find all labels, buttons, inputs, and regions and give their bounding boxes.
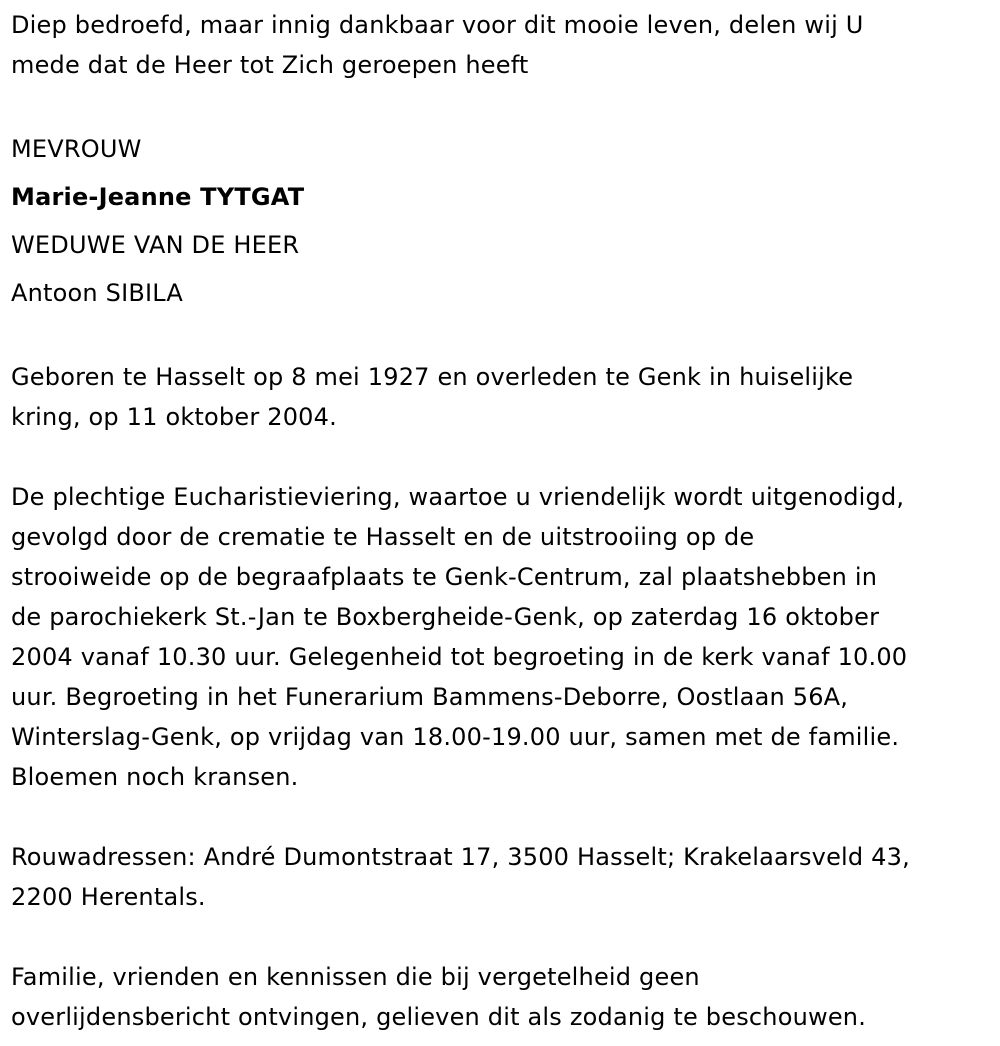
- spacer: [11, 797, 991, 837]
- ceremony-paragraph: [11, 477, 991, 797]
- closing-line-1: Familie, vrienden en kennissen die bij vergetelheid geen: [11, 963, 700, 991]
- spacer: [11, 85, 991, 125]
- ceremony-line: uur. Begroeting in het Funerarium Bammens-Deborre, Oostlaan 56A,: [11, 683, 849, 711]
- intro-line-1: Diep bedroefd, maar innig dankbaar voor dit mooie leven, delen wij U: [11, 11, 864, 39]
- closing-line-2: overlijdensbericht ontvingen, gelieven dit als zodanig te beschouwen.: [11, 1003, 867, 1031]
- intro-line-2: mede dat de Heer tot Zich geroepen heeft: [11, 51, 529, 79]
- ceremony-line: strooiweide op de begraafplaats te Genk-Centrum, zal plaatshebben in: [11, 563, 878, 591]
- addresses-line-2: 2200 Herentals.: [11, 883, 206, 911]
- birth-death-paragraph: [11, 357, 991, 437]
- ceremony-line: gevolgd door de crematie te Hasselt en de uitstrooiing op de: [11, 523, 755, 551]
- ceremony-line: Bloemen noch kransen.: [11, 763, 299, 791]
- spacer: [11, 437, 991, 477]
- spacer: [11, 917, 991, 957]
- addresses-line-1: Rouwadressen: André Dumontstraat 17, 3500 Hasselt; Krakelaarsveld 43,: [11, 843, 910, 871]
- ceremony-line: Winterslag-Genk, op vrijdag van 18.00-19.00 uur, samen met de familie.: [11, 723, 900, 751]
- deceased-relation: WEDUWE VAN DE HEER: [11, 231, 300, 259]
- ceremony-line: de parochiekerk St.-Jan te Boxbergheide-Genk, op zaterdag 16 oktober: [11, 603, 880, 631]
- closing-paragraph: [11, 957, 991, 1037]
- intro-paragraph: [11, 5, 991, 85]
- birth-death-line-1: Geboren te Hasselt op 8 mei 1927 en overleden te Genk in huiselijke: [11, 363, 854, 391]
- ceremony-line: De plechtige Eucharistieviering, waartoe u vriendelijk wordt uitgenodigd,: [11, 483, 905, 511]
- deceased-name: Marie-Jeanne TYTGAT: [11, 183, 305, 211]
- spouse-name: Antoon SIBILA: [11, 279, 184, 307]
- spacer: [11, 317, 991, 357]
- birth-death-line-2: kring, op 11 oktober 2004.: [11, 403, 337, 431]
- deceased-block: [11, 125, 991, 317]
- deceased-title: MEVROUW: [11, 135, 142, 163]
- obituary-notice: [11, 5, 991, 1037]
- addresses-paragraph: [11, 837, 991, 917]
- ceremony-line: 2004 vanaf 10.30 uur. Gelegenheid tot begroeting in de kerk vanaf 10.00: [11, 643, 908, 671]
